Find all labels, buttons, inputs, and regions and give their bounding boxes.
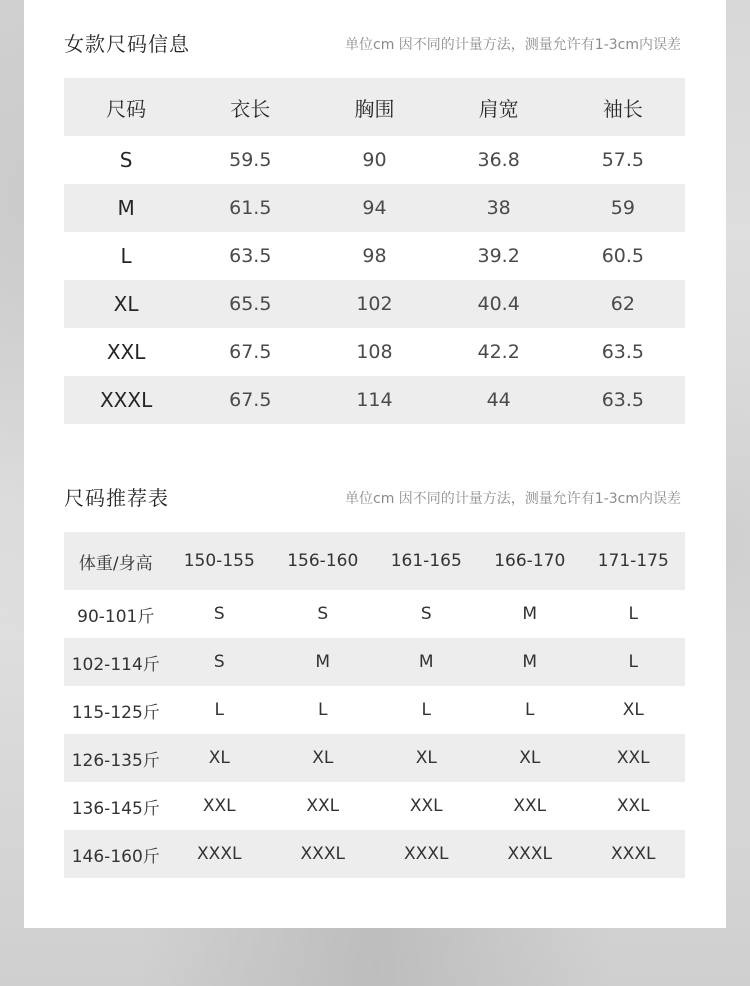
cell-size: M	[478, 638, 582, 686]
cell-size: XL	[64, 280, 188, 328]
table-row	[64, 590, 685, 638]
cell-size: XXXL	[375, 830, 479, 878]
header-height-range: 171-175	[582, 532, 686, 590]
cell-size: S	[213, 604, 225, 624]
cell-size: S	[420, 604, 432, 624]
table-row	[64, 830, 685, 878]
cell-bust: 90	[362, 149, 387, 171]
cell-size: XXL	[616, 796, 650, 816]
size-recommend-note: 单位cm 因不同的计量方法，测量允许有1-3cm内误差	[345, 491, 681, 507]
table-header-row	[64, 532, 685, 590]
cell-sleeve: 57.5	[601, 149, 645, 171]
cell-shoulder: 44	[437, 376, 561, 424]
size-recommend-section	[64, 484, 685, 878]
cell-shoulder: 39.2	[477, 245, 520, 267]
header-bust: 胸围	[312, 78, 436, 136]
cell-weight: 146-160斤	[64, 830, 168, 878]
table-row	[64, 328, 685, 376]
cell-bust: 114	[312, 376, 436, 424]
cell-size: XXL	[202, 796, 236, 816]
cell-size: XXXL	[168, 830, 272, 878]
size-info-table	[64, 78, 685, 424]
cell-size: L	[628, 604, 638, 624]
cell-sleeve: 63.5	[561, 376, 685, 424]
cell-bust: 102	[312, 280, 436, 328]
header-height-range: 161-165	[375, 532, 479, 590]
cell-size: M	[271, 638, 375, 686]
cell-size: S	[119, 148, 133, 172]
cell-bust: 98	[362, 245, 387, 267]
size-info-header	[64, 30, 685, 78]
cell-weight: 115-125斤	[71, 702, 160, 723]
cell-size: XXL	[582, 734, 686, 782]
cell-length: 61.5	[188, 184, 312, 232]
size-info-note: 单位cm 因不同的计量方法，测量允许有1-3cm内误差	[345, 37, 681, 53]
table-row	[64, 280, 685, 328]
cell-length: 63.5	[229, 245, 272, 267]
cell-size: XL	[478, 734, 582, 782]
table-row	[64, 376, 685, 424]
table-row	[64, 686, 685, 734]
cell-weight: 136-145斤	[71, 798, 160, 819]
cell-size: M	[375, 638, 479, 686]
cell-size: XXXL	[271, 830, 375, 878]
cell-sleeve: 62	[561, 280, 685, 328]
cell-bust: 108	[356, 341, 393, 363]
cell-size: XL	[622, 700, 644, 720]
cell-weight: 90-101斤	[77, 606, 155, 627]
cell-size: XL	[375, 734, 479, 782]
table-row	[64, 782, 685, 830]
cell-length: 67.5	[229, 341, 272, 363]
cell-sleeve: 63.5	[601, 341, 645, 363]
cell-sleeve: 60.5	[601, 245, 645, 267]
cell-shoulder: 42.2	[477, 341, 520, 363]
cell-length: 65.5	[188, 280, 312, 328]
cell-weight: 102-114斤	[64, 638, 168, 686]
cell-size: XL	[271, 734, 375, 782]
header-sleeve: 袖长	[561, 78, 685, 136]
header-height-range: 150-155	[168, 532, 272, 590]
cell-shoulder: 38	[437, 184, 561, 232]
table-row	[64, 734, 685, 782]
cell-size: L	[120, 244, 132, 268]
header-shoulder: 肩宽	[437, 78, 561, 136]
cell-weight: 126-135斤	[64, 734, 168, 782]
size-info-title: 女款尺码信息	[64, 32, 190, 56]
size-chart-card	[24, 0, 726, 928]
size-recommend-table	[64, 532, 685, 878]
header-size: 尺码	[64, 78, 188, 136]
size-info-section	[64, 30, 685, 424]
cell-length: 59.5	[229, 149, 272, 171]
cell-size: XXXL	[64, 376, 188, 424]
header-height-range: 156-160	[271, 532, 375, 590]
table-row	[64, 638, 685, 686]
cell-shoulder: 40.4	[437, 280, 561, 328]
cell-size: XXL	[306, 796, 340, 816]
cell-size: S	[317, 604, 329, 624]
header-length: 衣长	[188, 78, 312, 136]
table-row	[64, 184, 685, 232]
cell-size: L	[525, 700, 535, 720]
cell-size: L	[318, 700, 328, 720]
cell-size: XXL	[513, 796, 547, 816]
cell-sleeve: 59	[561, 184, 685, 232]
cell-size: XXXL	[478, 830, 582, 878]
cell-size: L	[214, 700, 224, 720]
cell-size: L	[421, 700, 431, 720]
cell-size: M	[64, 184, 188, 232]
size-recommend-title: 尺码推荐表	[64, 486, 169, 510]
header-weight-height: 体重/身高	[64, 532, 168, 590]
cell-size: S	[168, 638, 272, 686]
cell-size: XXXL	[582, 830, 686, 878]
cell-size: XXL	[106, 340, 146, 364]
cell-size: XL	[168, 734, 272, 782]
cell-bust: 94	[312, 184, 436, 232]
cell-length: 67.5	[188, 376, 312, 424]
cell-size: M	[522, 604, 538, 624]
table-header-row	[64, 78, 685, 136]
cell-shoulder: 36.8	[477, 149, 520, 171]
cell-size: XXL	[409, 796, 443, 816]
cell-size: L	[582, 638, 686, 686]
header-height-range: 166-170	[478, 532, 582, 590]
size-recommend-header	[64, 484, 685, 532]
table-row	[64, 136, 685, 184]
table-row	[64, 232, 685, 280]
